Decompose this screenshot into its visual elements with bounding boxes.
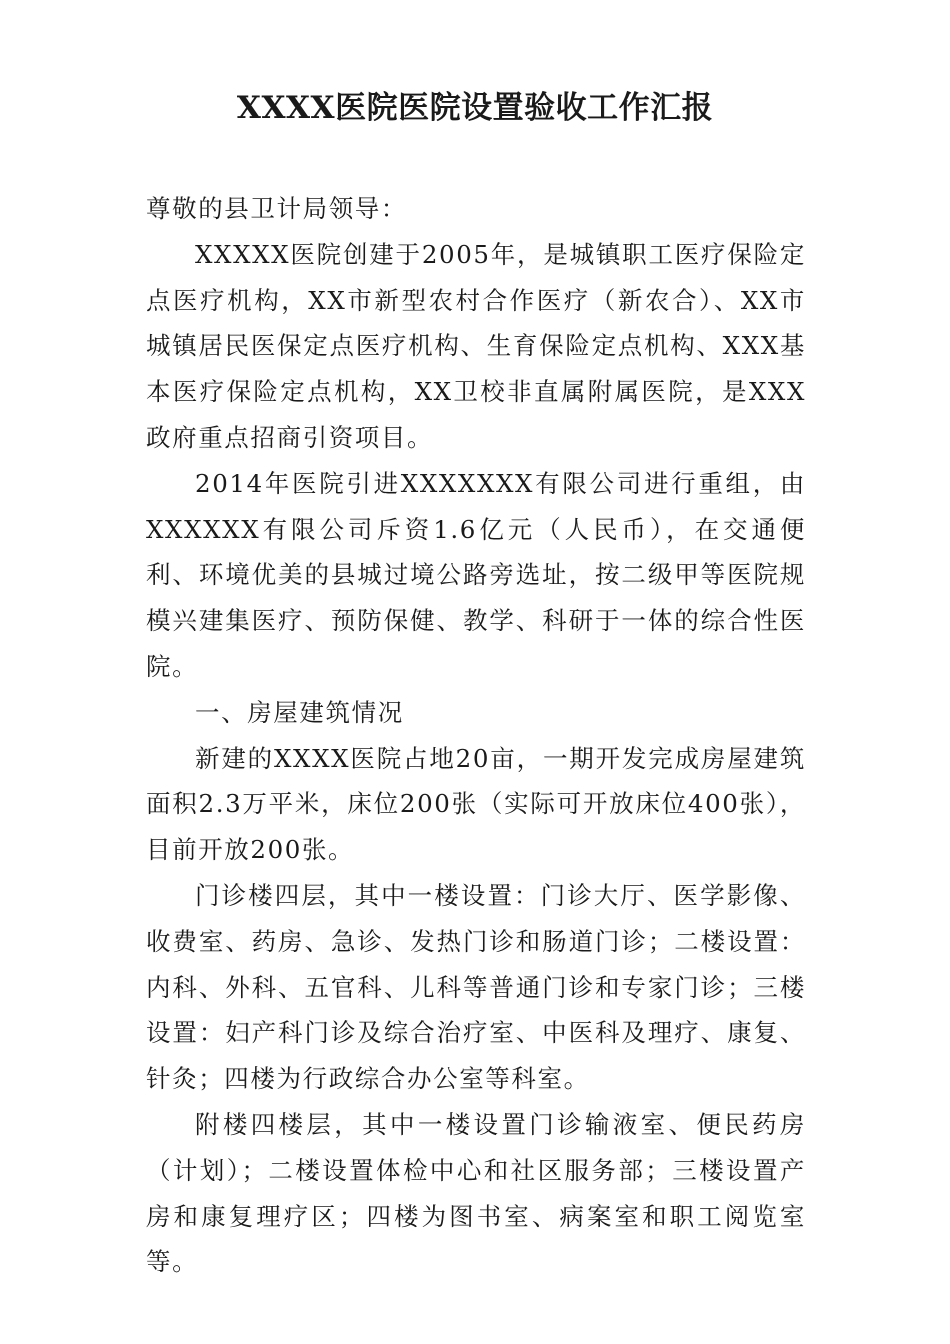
paragraph-restructure: 2014年医院引进XXXXXXX有限公司进行重组，由XXXXXX有限公司斥资1.6亿元（人民币），在交通便利、环境优美的县城过境公路旁选址，按二级甲等医院规模兴建集医疗、预防保健、教学、科研于一体的综合性医院。 (146, 468, 806, 681)
document-title: XXXX医院医院设置验收工作汇报 (236, 90, 714, 126)
paragraph-area: 新建的XXXX医院占地20亩，一期开发完成房屋建筑面积2.3万平米，床位200张（实际可开放床位400张），目前开放200张。 (146, 743, 806, 865)
paragraph-intro: XXXXX医院创建于2005年，是城镇职工医疗保险定点医疗机构，XX市新型农村合作医疗（新农合）、XX市城镇居民医保定点医疗机构、生育保险定点机构、XXX基本医疗保险定点机构，XX卫校非直属附属医院，是XXX政府重点招商引资项目。 (146, 239, 806, 452)
paragraph-outpatient-building: 门诊楼四层，其中一楼设置：门诊大厅、医学影像、收费室、药房、急诊、发热门诊和肠道门诊；二楼设置：内科、外科、五官科、儿科等普通门诊和专家门诊；三楼设置：妇产科门诊及综合治疗室、中医科及理疗、康复、针灸；四楼为行政综合办公室等科室。 (146, 880, 806, 1094)
section-heading-buildings: 一、房屋建筑情况 (195, 697, 404, 727)
salutation: 尊敬的县卫计局领导： (146, 194, 407, 223)
paragraph-annex-building: 附楼四楼层，其中一楼设置门诊输液室、便民药房（计划）；二楼设置体检中心和社区服务部；三楼设置产房和康复理疗区；四楼为图书室、病案室和职工阅览室等。 (146, 1109, 806, 1277)
document-body (146, 186, 806, 1285)
